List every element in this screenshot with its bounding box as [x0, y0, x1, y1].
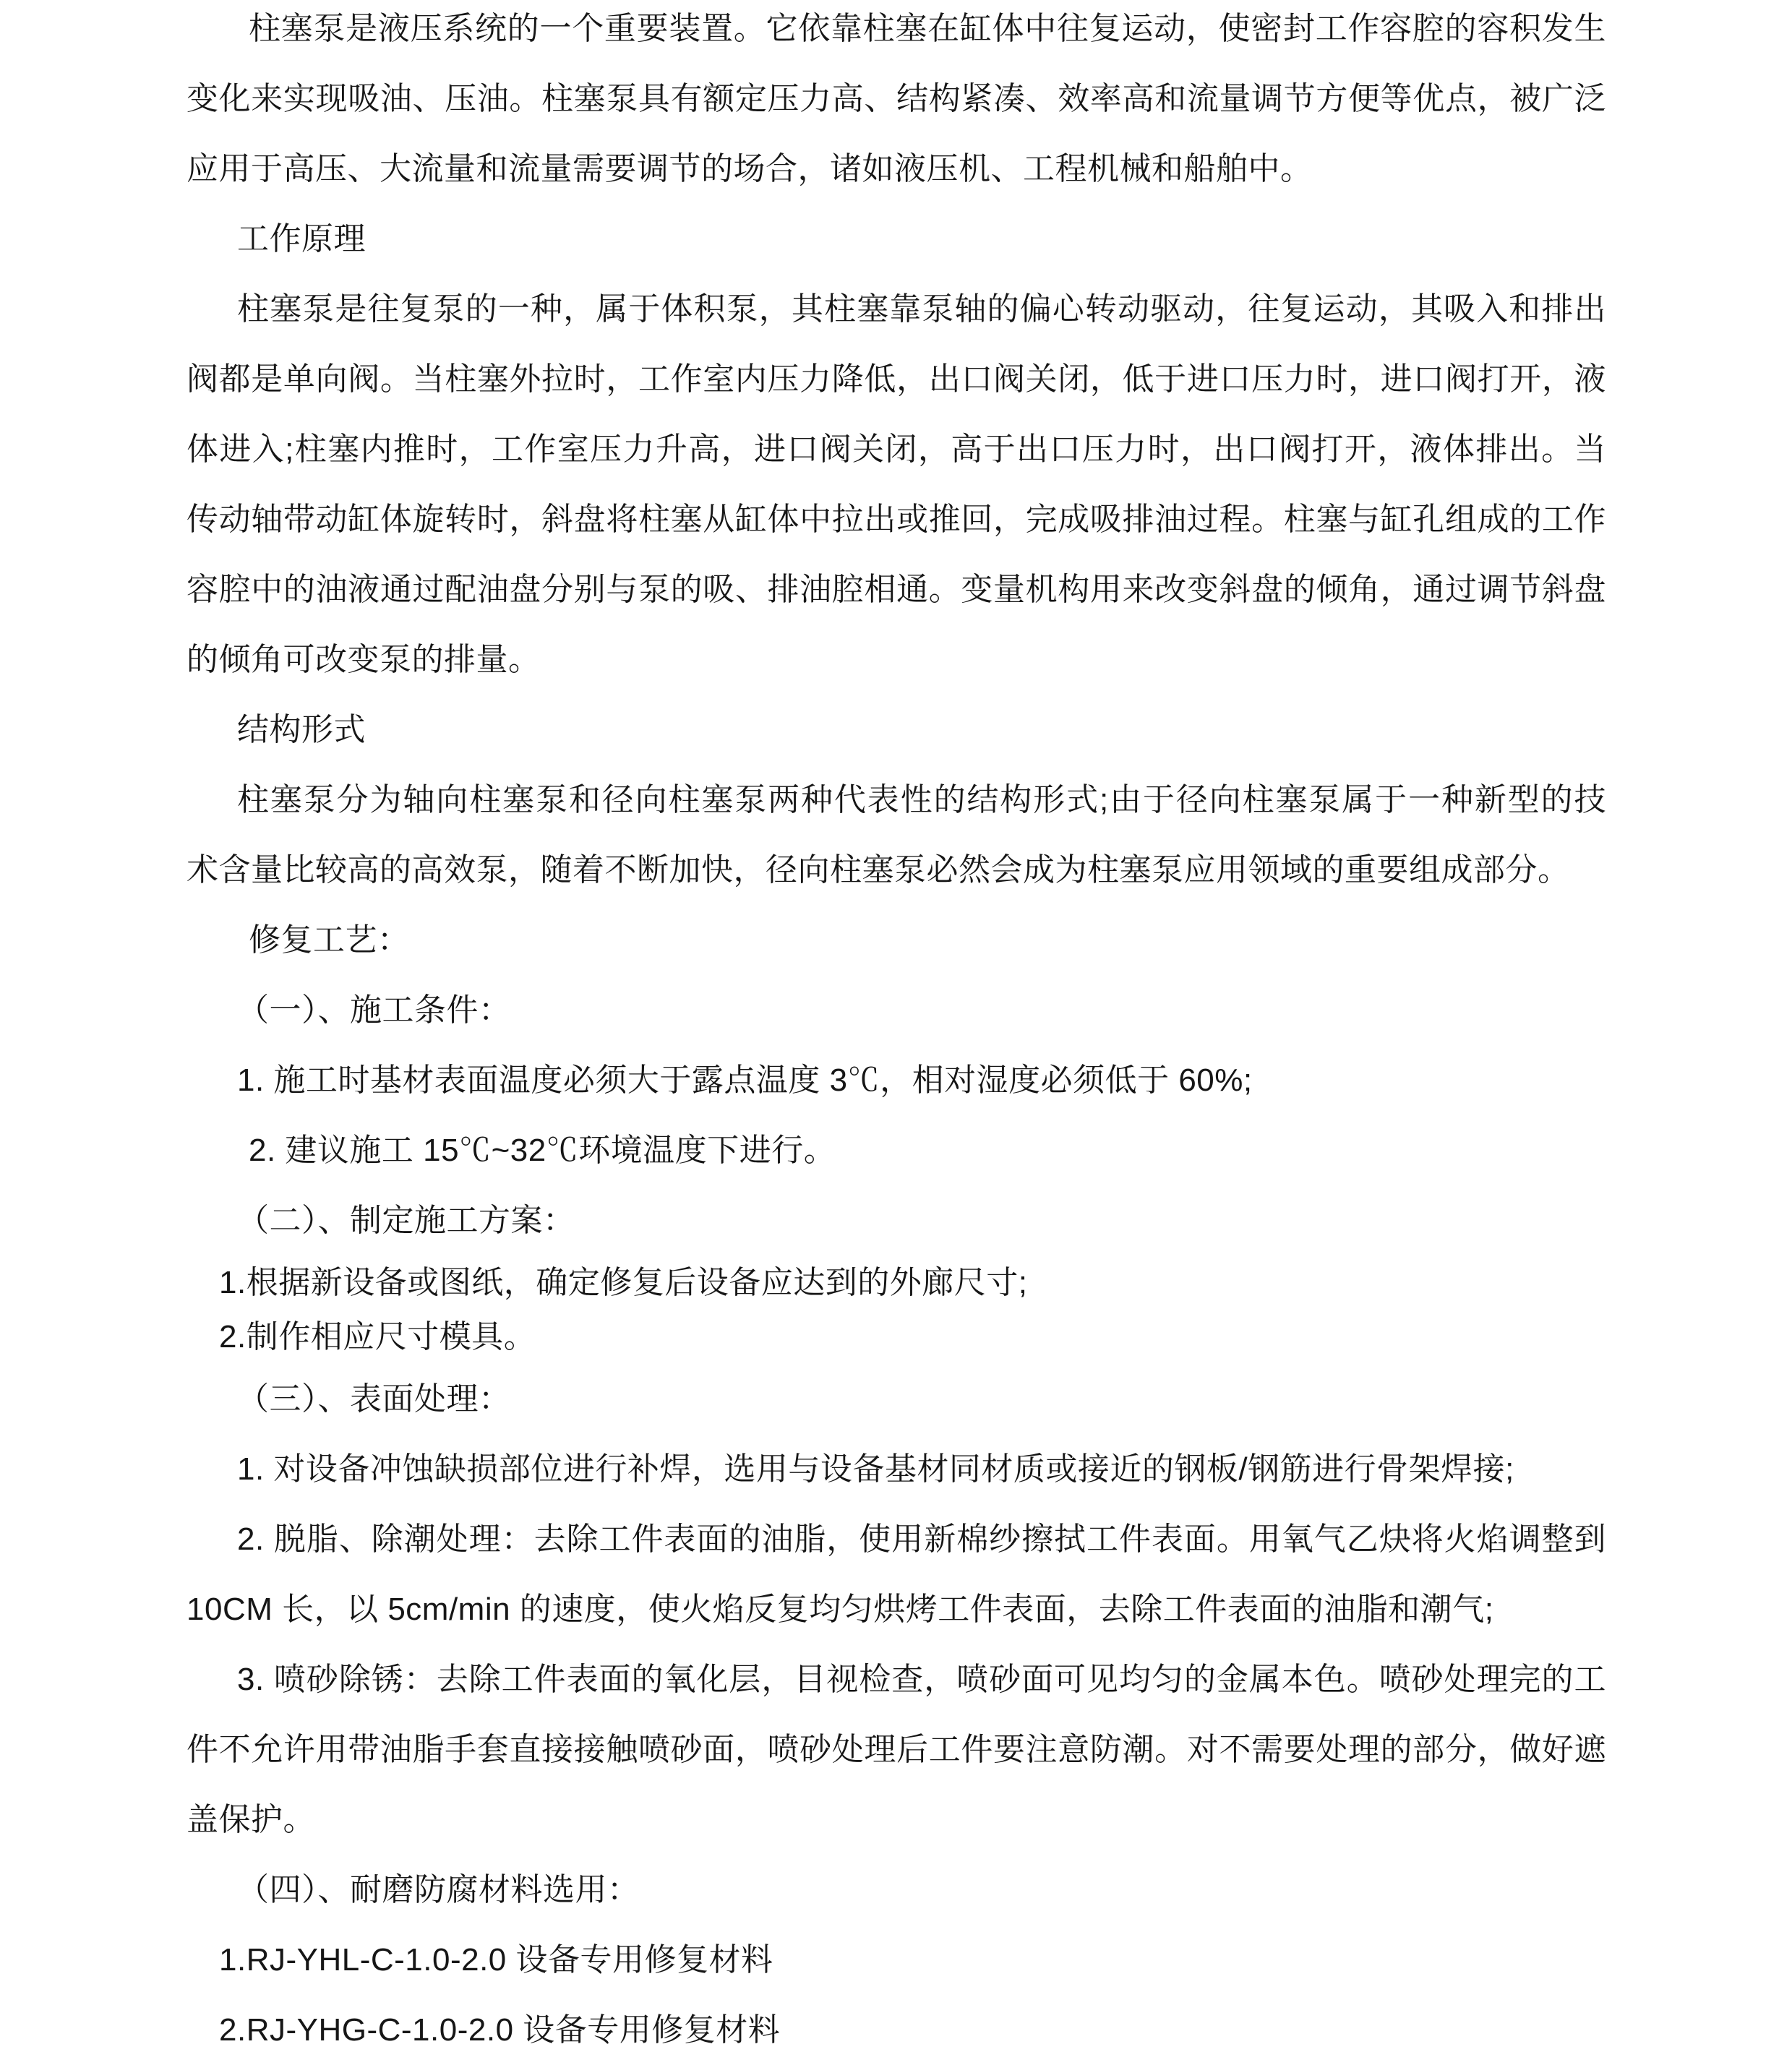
list-heading-line-28: （四）、耐磨防腐材料选用：	[237, 1872, 640, 1907]
list-item-line-23: 2. 脱脂、除潮处理：去除工件表面的油脂，使用新棉纱擦拭工件表面。用氧气乙炔将火焰调整到	[237, 1521, 1606, 1557]
body-line-13: 术含量比较高的高效泵，随着不断加快，径向柱塞泵必然会成为柱塞泵应用领域的重要组成部分。	[187, 852, 1570, 888]
list-item-line-30: 2.RJ-YHG-C-1.0-2.0 设备专用修复材料	[219, 2012, 781, 2048]
paragraph-start-line-5: 柱塞泵是往复泵的一种，属于体积泵，其柱塞靠泵轴的偏心转动驱动，往复运动，其吸入和排出	[237, 291, 1606, 327]
heading-line-4: 工作原理	[237, 221, 366, 257]
body-line-27: 盖保护。	[187, 1802, 315, 1837]
list-item-line-17: 2. 建议施工 15℃~32℃环境温度下进行。	[249, 1133, 836, 1168]
body-line-10: 的倾角可改变泵的排量。	[187, 642, 541, 677]
paragraph-start-line-1: 柱塞泵是液压系统的一个重要装置。它依靠柱塞在缸体中往复运动，使密封工作容腔的容积发生	[249, 11, 1606, 46]
body-line-2: 变化来实现吸油、压油。柱塞泵具有额定压力高、结构紧凑、效率高和流量调节方便等优点，被广泛	[187, 81, 1606, 116]
list-heading-line-15: （一）、施工条件：	[237, 992, 511, 1028]
body-line-24: 10CM 长，以 5cm/min 的速度，使火焰反复均匀烘烤工件表面，去除工件表面的油脂和潮气;	[187, 1592, 1494, 1627]
body-line-6: 阀都是单向阀。当柱塞外拉时，工作室内压力降低，出口阀关闭，低于进口压力时，进口阀打开，液	[187, 361, 1606, 397]
list-item-line-25: 3. 喷砂除锈：去除工件表面的氧化层，目视检查，喷砂面可见均匀的金属本色。喷砂处理完的工	[237, 1662, 1606, 1697]
body-line-3: 应用于高压、大流量和流量需要调节的场合，诸如液压机、工程机械和船舶中。	[187, 151, 1313, 186]
list-item-line-22: 1. 对设备冲蚀缺损部位进行补焊，选用与设备基材同材质或接近的钢板/钢筋进行骨架焊接;	[237, 1451, 1514, 1487]
heading-line-11: 结构形式	[237, 712, 366, 747]
list-item-line-20: 2.制作相应尺寸模具。	[219, 1319, 536, 1355]
body-line-8: 传动轴带动缸体旋转时，斜盘将柱塞从缸体中拉出或推回，完成吸排油过程。柱塞与缸孔组成的工作	[187, 502, 1606, 537]
body-line-7: 体进入;柱塞内推时，工作室压力升高，进口阀关闭，高于出口压力时，出口阀打开，液体排出。当	[187, 432, 1606, 467]
list-item-line-16: 1. 施工时基材表面温度必须大于露点温度 3℃，相对湿度必须低于 60%;	[237, 1062, 1253, 1098]
list-heading-line-21: （三）、表面处理：	[237, 1381, 511, 1417]
heading-line-14: 修复工艺：	[249, 922, 410, 958]
body-line-26: 件不允许用带油脂手套直接接触喷砂面，喷砂处理后工件要注意防潮。对不需要处理的部分，做好遮	[187, 1732, 1606, 1767]
list-item-line-19: 1.根据新设备或图纸，确定修复后设备应达到的外廊尺寸;	[219, 1265, 1028, 1300]
body-line-9: 容腔中的油液通过配油盘分别与泵的吸、排油腔相通。变量机构用来改变斜盘的倾角，通过调节斜盘	[187, 572, 1606, 607]
paragraph-start-line-12: 柱塞泵分为轴向柱塞泵和径向柱塞泵两种代表性的结构形式;由于径向柱塞泵属于一种新型的技	[237, 782, 1606, 817]
list-item-line-29: 1.RJ-YHL-C-1.0-2.0 设备专用修复材料	[219, 1942, 773, 1978]
list-heading-line-18: （二）、制定施工方案：	[237, 1203, 575, 1238]
